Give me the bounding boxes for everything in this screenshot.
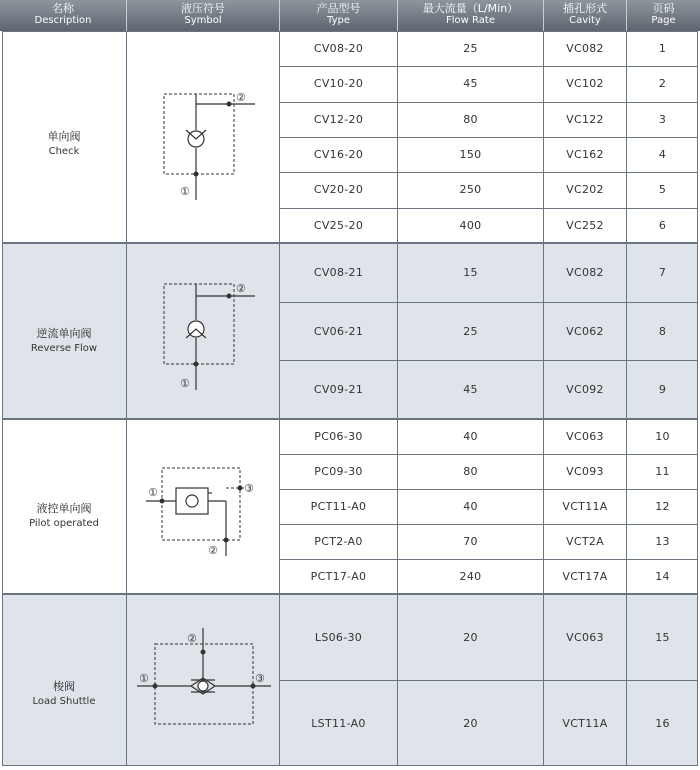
cell-type: LST11-A0 [311, 716, 366, 730]
cell-page: 3 [658, 113, 667, 126]
cell-cavity: VC062 [566, 325, 604, 338]
check-valve-symbol-icon [150, 80, 270, 205]
cell-flow: 25 [463, 42, 478, 55]
table-header [0, 0, 700, 31]
cell-page: 12 [655, 500, 670, 513]
cell-cavity: VC063 [566, 630, 604, 644]
header-page-en: Page [651, 15, 676, 26]
header-description-en: Description [34, 15, 92, 26]
cell-page: 1 [658, 42, 667, 55]
group-check-name-en: Check [48, 146, 80, 157]
cell-flow: 45 [463, 383, 478, 396]
cell-page: 4 [658, 148, 667, 161]
header-type-zh: 产品型号 [316, 2, 361, 15]
header-cavity-en: Cavity [569, 15, 601, 26]
cell-page: 13 [655, 535, 670, 548]
cell-flow: 15 [463, 266, 478, 279]
cell-type: CV25-20 [313, 219, 364, 232]
cell-flow: 400 [459, 219, 482, 232]
cell-page: 15 [655, 630, 670, 644]
group-shuttle-name-zh: 梭阀 [53, 680, 75, 693]
cell-page: 8 [658, 325, 667, 338]
cell-flow: 40 [463, 500, 478, 513]
cell-cavity: VC162 [566, 148, 604, 161]
cell-cavity: VC093 [566, 465, 604, 478]
cell-page: 11 [655, 465, 670, 478]
cell-page: 9 [658, 383, 667, 396]
reverse-flow-valve-symbol-icon [150, 270, 270, 395]
cell-flow: 80 [463, 113, 478, 126]
cell-type: PC09-30 [314, 465, 363, 478]
port-1-label: ① [180, 185, 190, 198]
port-2-label: ② [208, 544, 218, 557]
header-flow-en: Flow Rate [446, 15, 495, 26]
header-symbol-zh: 液压符号 [181, 2, 225, 15]
cell-flow: 70 [463, 535, 478, 548]
cell-page: 14 [655, 570, 670, 583]
group-reverse-name-zh: 逆流单向阀 [36, 327, 92, 340]
port-2-label: ② [236, 282, 246, 295]
cell-page: 5 [658, 183, 667, 196]
port-1-label: ① [180, 377, 190, 390]
cell-flow: 45 [463, 77, 478, 90]
group-pilot-description [2, 500, 126, 529]
group-reverse-description [2, 325, 126, 354]
load-shuttle-valve-symbol-icon [137, 628, 271, 733]
group-check-description [2, 128, 126, 157]
cell-page: 16 [655, 716, 670, 730]
header-symbol-en: Symbol [184, 15, 222, 26]
cell-type: PCT2-A0 [314, 535, 363, 548]
cell-flow: 25 [463, 325, 478, 338]
header-page-zh: 页码 [652, 2, 675, 15]
group-reverse-name-en: Reverse Flow [30, 343, 98, 354]
cell-cavity: VCT11A [562, 500, 608, 513]
cell-cavity: VC202 [566, 183, 604, 196]
cell-cavity: VC092 [566, 383, 604, 396]
header-description-zh: 名称 [52, 2, 74, 15]
group-pilot-name-zh: 液控单向阀 [36, 502, 92, 515]
cell-cavity: VC063 [566, 430, 604, 443]
cell-flow: 250 [459, 183, 482, 196]
group-shuttle-name-en: Load Shuttle [32, 696, 96, 707]
cell-type: CV20-20 [313, 183, 364, 196]
group-pilot-name-en: Pilot operated [29, 518, 99, 529]
pilot-operated-valve-symbol-icon [146, 460, 272, 560]
cell-page: 7 [658, 266, 667, 279]
header-cavity-zh: 插孔形式 [563, 2, 607, 15]
group-check-name-zh: 单向阀 [47, 130, 81, 143]
cell-cavity: VC122 [566, 113, 604, 126]
cell-flow: 40 [463, 430, 478, 443]
cell-type: CV08-21 [313, 266, 364, 279]
cell-cavity: VCT2A [566, 535, 604, 548]
header-description [0, 0, 126, 31]
cell-cavity: VCT17A [562, 570, 608, 583]
cell-type: PCT11-A0 [310, 500, 367, 513]
port-3-label: ③ [255, 672, 265, 685]
port-1-label: ① [139, 672, 149, 685]
cell-cavity: VCT11A [562, 716, 608, 730]
header-flow-zh: 最大流量（L/Min） [422, 2, 519, 15]
cell-type: CV06-21 [313, 325, 364, 338]
cell-cavity: VC082 [566, 266, 604, 279]
cell-flow: 20 [463, 716, 478, 730]
cell-page: 2 [658, 77, 667, 90]
group-shuttle-description [2, 678, 126, 707]
port-1-label: ① [148, 486, 158, 499]
cell-cavity: VC082 [566, 42, 604, 55]
port-2-label: ② [187, 632, 197, 645]
cell-page: 10 [655, 430, 670, 443]
cell-type: LS06-30 [314, 630, 363, 644]
cell-flow: 80 [463, 465, 478, 478]
cell-flow: 150 [459, 148, 482, 161]
cell-type: CV10-20 [313, 77, 364, 90]
header-cavity [544, 0, 626, 31]
cell-type: PC06-30 [314, 430, 363, 443]
cell-flow: 20 [463, 630, 478, 644]
cell-type: PCT17-A0 [310, 570, 367, 583]
cell-type: CV12-20 [313, 113, 364, 126]
cell-type: CV09-21 [313, 383, 364, 396]
header-type-en: Type [327, 15, 350, 26]
cell-flow: 240 [459, 570, 482, 583]
header-type [280, 0, 397, 31]
header-symbol [127, 0, 279, 31]
cell-type: CV08-20 [313, 42, 364, 55]
cell-type: CV16-20 [313, 148, 364, 161]
port-3-label: ③ [244, 482, 254, 495]
port-2-label: ② [236, 91, 246, 104]
cell-cavity: VC102 [566, 77, 604, 90]
header-flow-rate [398, 0, 543, 31]
cell-page: 6 [658, 219, 667, 232]
cell-cavity: VC252 [566, 219, 604, 232]
header-page [627, 0, 700, 31]
